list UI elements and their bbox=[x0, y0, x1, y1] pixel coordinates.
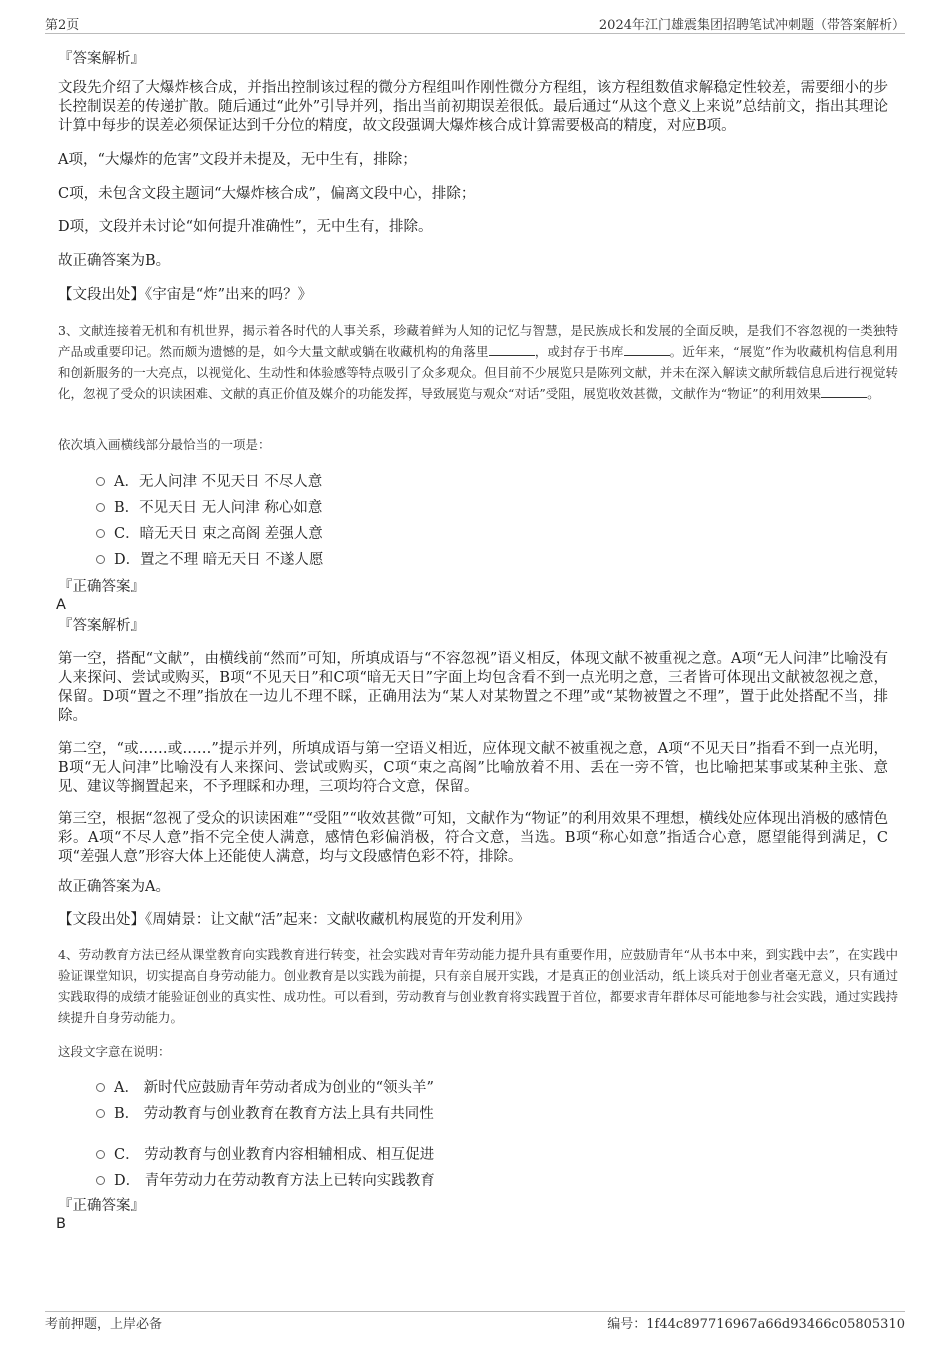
q3-conclusion: 故正确答案为A。 bbox=[58, 879, 170, 895]
radio-icon[interactable] bbox=[96, 477, 105, 486]
q2-analysis-option-a: A项，“大爆炸的危害”文段并未提及，无中生有，排除； bbox=[58, 152, 417, 168]
q3-prompt: 依次填入画横线部分最恰当的一项是： bbox=[58, 437, 271, 452]
page-number: 第2页 bbox=[45, 18, 80, 33]
q3-option-a[interactable] bbox=[96, 470, 322, 490]
q3-stem-part-4: 。 bbox=[867, 386, 880, 401]
q3-stem bbox=[58, 320, 898, 404]
q3-analysis-label: 『答案解析』 bbox=[58, 618, 145, 634]
q2-source: 【文段出处】《宇宙是“炸”出来的吗？》 bbox=[58, 287, 313, 303]
page-header bbox=[45, 14, 905, 34]
q3-stem-part-3: 。近年来，“展览”作为收藏机构信息利用和创新服务的一大亮点，以视觉化、生动性和体验感等特点吸引了众多观众。但目前不少展览只是陈列文献，并未在深入解读文献所载信息后进行视觉转化，忽视了受众的识读困难、文献的真正价值及媒介的功能发挥，导致展览与观众“对话”受阻，展览收效甚微，文献作为“物证”的利用效果 bbox=[58, 344, 898, 401]
page-footer bbox=[45, 1313, 905, 1333]
q3-blank-2 bbox=[624, 343, 670, 356]
q3-answer: A bbox=[56, 597, 66, 613]
q3-blank-3 bbox=[821, 385, 867, 398]
q4-option-c-label: C． 劳动教育与创业教育内容相辅相成、相互促进 bbox=[114, 1147, 435, 1163]
radio-icon[interactable] bbox=[96, 503, 105, 512]
q4-option-b[interactable] bbox=[96, 1102, 434, 1122]
document-title: 2024年江门雄震集团招聘笔试冲刺题（带答案解析） bbox=[598, 18, 905, 33]
radio-icon[interactable] bbox=[96, 529, 105, 538]
radio-icon[interactable] bbox=[96, 1109, 105, 1118]
q4-option-c[interactable] bbox=[96, 1143, 434, 1163]
radio-icon[interactable] bbox=[96, 1083, 105, 1092]
q2-analysis-paragraph: 文段先介绍了大爆炸核合成，并指出控制该过程的微分方程组叫作刚性微分方程组，该方程组数值求解稳定性较差，需要细小的步长控制误差的传递扩散。随后通过“此外”引导并列，指出当前初期误差很低。最后通过“从这个意义上来说”总结前文，指出其理论计算中每步的误差必须保证达到千分位的精度，故文段强调大爆炸核合成计算需要极高的精度，对应B项。 bbox=[58, 80, 888, 134]
q3-option-b[interactable] bbox=[96, 496, 322, 516]
q4-prompt: 这段文字意在说明： bbox=[58, 1044, 171, 1059]
footer-code-value: 1f44c897716967a66d93466c05805310 bbox=[646, 1317, 905, 1332]
q4-answer-label: 『正确答案』 bbox=[58, 1198, 145, 1214]
q4-option-d[interactable] bbox=[96, 1169, 435, 1189]
radio-icon[interactable] bbox=[96, 555, 105, 564]
q2-analysis-label: 『答案解析』 bbox=[58, 51, 145, 67]
q4-stem: 4、劳动教育方法已经从课堂教育向实践教育进行转变，社会实践对青年劳动能力提升具有重要作用，应鼓励青年“从书本中来，到实践中去”，在实践中验证课堂知识，切实提高自身劳动能力。创业教育是以实践为前提，只有亲自展开实践，才是真正的创业活动，纸上谈兵对于创业者毫无意义，只有通过实践取得的成绩才能验证创业的真实性、成功性。可以看到，劳动教育与创业教育将实践置于首位，都要求青年群体尽可能地参与社会实践，通过实践持续提升自身劳动能力。 bbox=[58, 947, 898, 1025]
footer-code bbox=[607, 1313, 905, 1332]
q3-option-d[interactable] bbox=[96, 548, 323, 568]
q2-conclusion: 故正确答案为B。 bbox=[58, 253, 171, 269]
q4-answer: B bbox=[56, 1216, 66, 1232]
header-divider bbox=[45, 33, 905, 34]
q3-analysis-paragraph-1: 第一空，搭配“文献”，由横线前“然而”可知，所填成语与“不容忽视”语义相反，体现文献不被重视之意。A项“无人问津”比喻没有人来探问、尝试或购买，B项“不见天日”和C项“暗无天日”字面上均包含看不到一点光明之意，三者皆可体现出文献被忽视之意，保留。D项“置之不理”指放在一边儿不理不睬，正确用法为“某人对某物置之不理”或“某物被置之不理”，置于此处搭配不当，排除。 bbox=[58, 651, 888, 724]
q2-analysis-option-c: C项，未包含文段主题词“大爆炸核合成”，偏离文段中心，排除； bbox=[58, 186, 476, 202]
q3-source: 【文段出处】《周婧景：让文献“活”起来：文献收藏机构展览的开发利用》 bbox=[58, 912, 530, 928]
q3-analysis-paragraph-3: 第三空，根据“忽视了受众的识读困难”“受阻”“收效甚微”可知，文献作为“物证”的利用效果不理想，横线处应体现出消极的感情色彩。A项“不尽人意”指不完全使人满意，感情色彩偏消极，符合文意，当选。B项“称心如意”指适合心意，愿望能得到满足，C项“差强人意”形容大体上还能使人满意，均与文段感情色彩不符，排除。 bbox=[58, 811, 888, 865]
radio-icon[interactable] bbox=[96, 1176, 105, 1185]
q2-analysis-option-d: D项，文段并未讨论“如何提升准确性”，无中生有，排除。 bbox=[58, 219, 433, 235]
q4-option-a[interactable] bbox=[96, 1076, 434, 1096]
q3-option-d-label: D．置之不理 暗无天日 不遂人愿 bbox=[114, 552, 324, 568]
q4-option-b-label: B． 劳动教育与创业教育在教育方法上具有共同性 bbox=[114, 1106, 434, 1122]
q3-option-c[interactable] bbox=[96, 522, 323, 542]
q3-option-a-label: A．无人问津 不见天日 不尽人意 bbox=[114, 474, 323, 490]
q3-blank-1 bbox=[489, 343, 535, 356]
q4-option-a-label: A． 新时代应鼓励青年劳动者成为创业的“领头羊” bbox=[114, 1080, 434, 1096]
q3-stem-part-1: 3、文献连接着无机和有机世界，揭示着各时代的人事关系，珍藏着鲜为人知的记忆与智慧，是民族成长和发展的全面反映，是我们不容忽视的一类独特产品或重要印记。然而颇为遗憾的是，如今大量文献或躺在收藏机构的角落里 bbox=[58, 323, 898, 359]
q3-option-c-label: C．暗无天日 束之高阁 差强人意 bbox=[114, 526, 323, 542]
footer-code-label: 编号： bbox=[607, 1317, 647, 1332]
q3-stem-part-2: ，或封存于书库 bbox=[534, 344, 624, 359]
footer-divider bbox=[45, 1311, 905, 1312]
footer-slogan: 考前押题，上岸必备 bbox=[45, 1317, 163, 1332]
q3-answer-label: 『正确答案』 bbox=[58, 579, 145, 595]
q3-analysis-paragraph-2: 第二空，“或……或……”提示并列，所填成语与第一空语义相近，应体现文献不被重视之意，A项“不见天日”指看不到一点光明，B项“无人问津”比喻没有人来探问、尝试或购买，C项“束之高阁”比喻放着不用、丢在一旁不管，也比喻把某事或某种主张、意见、建议等搁置起来，不予理睬和办理，三项均符合文意，保留。 bbox=[58, 741, 888, 795]
q4-option-d-label: D． 青年劳动力在劳动教育方法上已转向实践教育 bbox=[114, 1173, 435, 1189]
q3-option-b-label: B．不见天日 无人问津 称心如意 bbox=[114, 500, 323, 516]
radio-icon[interactable] bbox=[96, 1150, 105, 1159]
